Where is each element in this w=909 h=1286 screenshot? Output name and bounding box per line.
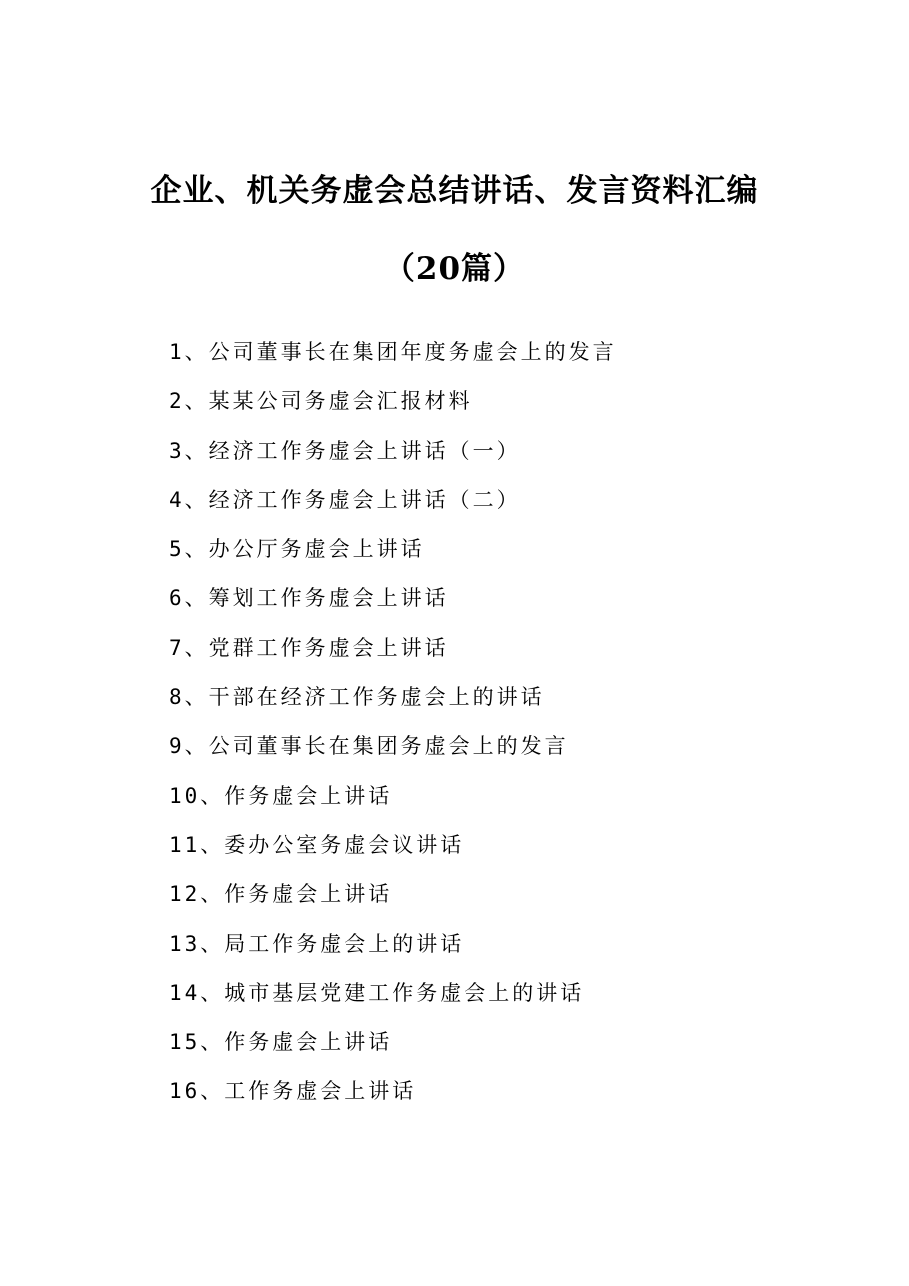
- table-of-contents: [169, 334, 617, 1123]
- toc-item: 12、作务虚会上讲话: [169, 882, 393, 907]
- toc-item: 7、党群工作务虚会上讲话: [169, 635, 449, 660]
- toc-item: 15、作务虚会上讲话: [169, 1030, 393, 1055]
- toc-item: 8、干部在经济工作务虚会上的讲话: [169, 685, 545, 710]
- toc-item: 1、公司董事长在集团年度务虚会上的发言: [169, 340, 617, 364]
- toc-item: 11、委办公室务虚会议讲话: [169, 832, 465, 857]
- toc-item: 16、工作务虚会上讲话: [169, 1079, 417, 1104]
- toc-item: 10、作务虚会上讲话: [169, 783, 393, 808]
- toc-item: 9、公司董事长在集团务虚会上的发言: [169, 734, 569, 759]
- toc-item: 5、办公厅务虚会上讲话: [169, 537, 425, 562]
- toc-item: 4、经济工作务虚会上讲话（二）: [169, 487, 521, 512]
- toc-item: 14、城市基层党建工作务虚会上的讲话: [169, 980, 585, 1005]
- document-title: 企业、机关务虚会总结讲话、发言资料汇编: [150, 173, 759, 209]
- toc-item: 13、局工作务虚会上的讲话: [169, 931, 465, 956]
- toc-item: 2、某某公司务虚会汇报材料: [169, 389, 473, 414]
- toc-item: 6、筹划工作务虚会上讲话: [169, 586, 449, 611]
- document-subtitle-count: （20篇）: [383, 251, 526, 287]
- toc-item: 3、经济工作务虚会上讲话（一）: [169, 438, 521, 463]
